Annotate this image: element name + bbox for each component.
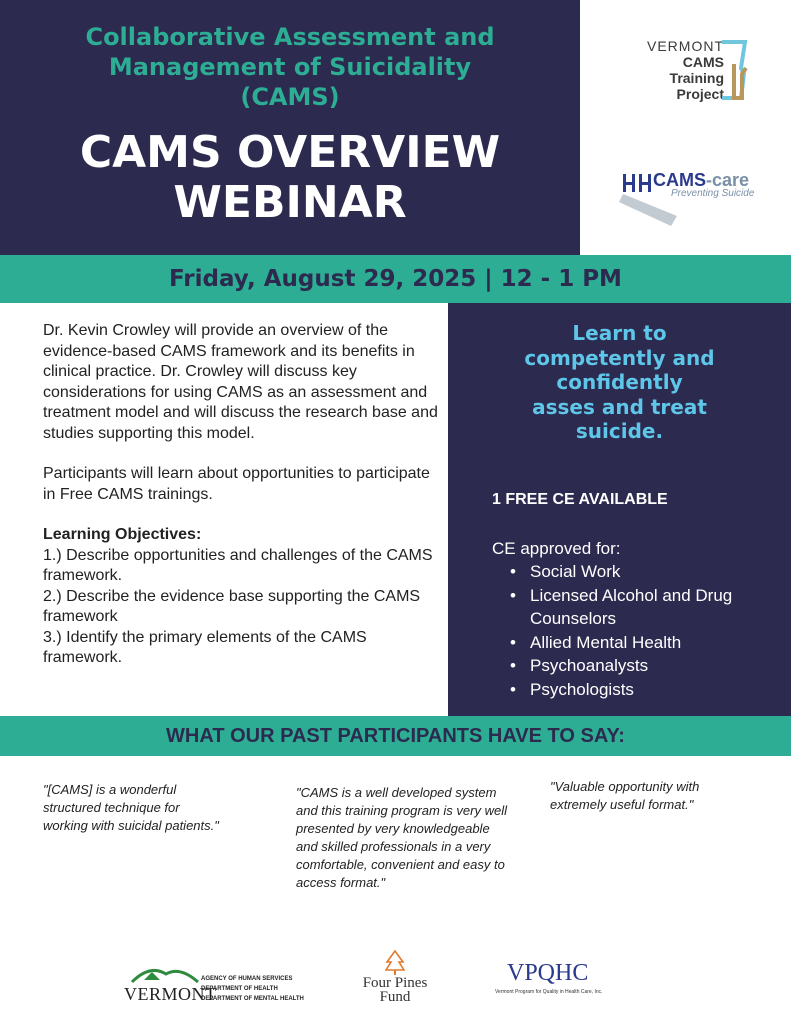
- vermont-cams-logo: [620, 38, 760, 108]
- header-banner: [0, 0, 580, 255]
- event-description: [43, 321, 438, 669]
- logo-line: VERMONT: [647, 38, 724, 54]
- vermont-wordmark: VERMONT: [124, 984, 217, 1004]
- vpqhc-subtitle: Vermont Program for Quality in Health Care, Inc.: [495, 989, 603, 995]
- vermont-agency-logo: [120, 962, 304, 1007]
- cams-care-wordmark: CAMS-care: [653, 170, 750, 190]
- four-pines-fund-logo: Four Pines Fund: [345, 950, 445, 1010]
- description-paragraph: Dr. Kevin Crowley will provide an overview of the evidence-based CAMS framework and its benefits in clinical practice. Dr. Crowley will discuss key considerations for using CAMS as an assessment and treatment model and will discuss the research base and studies supporting this model.: [43, 322, 438, 442]
- logo-line: Training: [669, 70, 724, 86]
- vpqhc-logo: [495, 960, 615, 1000]
- description-paragraph: Participants will learn about opportunities to participate in Free CAMS trainings.: [43, 465, 430, 503]
- free-ce-label: 1 FREE CE AVAILABLE: [492, 491, 668, 508]
- pine-tree-icon: [385, 950, 405, 976]
- learning-objective: 1.) Describe opportunities and challenges of the CAMS framework.: [43, 546, 433, 584]
- ce-approved-list: [510, 560, 780, 701]
- cams-care-logo: [617, 168, 757, 228]
- ce-sidebar: [448, 303, 791, 716]
- vpqhc-wordmark: VPQHC: [507, 960, 589, 986]
- learning-objectives-title: Learning Objectives:: [43, 526, 202, 543]
- logo-line: CAMS: [682, 54, 724, 70]
- ce-approved-label: CE approved for:: [492, 539, 621, 558]
- logo-line: Project: [676, 86, 724, 102]
- testimonial-quote: "CAMS is a well developed system and this training program is very well presented by very knowledgeable and skilled professionals in a very comfortable, convenient and easy to access format.": [296, 785, 507, 890]
- mountain-icon: [130, 962, 200, 986]
- testimonials-heading-bar: [0, 716, 791, 756]
- testimonial-quote: "Valuable opportunity with extremely useful format.": [550, 779, 700, 812]
- learning-objective: 2.) Describe the evidence base supporting the CAMS framework: [43, 587, 421, 625]
- list-item: • Psychologists: [510, 678, 780, 702]
- list-item: • Licensed Alcohol and Drug Counselors: [510, 584, 780, 631]
- list-item: • Social Work: [510, 560, 780, 584]
- sidebar-headline: Learn to competently and confidently asses and treat suicide.: [524, 321, 715, 443]
- event-subtitle: Collaborative Assessment and Management of Suicidality (CAMS): [85, 23, 495, 111]
- vermont-state-icon: [720, 40, 750, 102]
- testimonial-quote: "[CAMS] is a wonderful structured technique for working with suicidal patients.": [43, 782, 219, 833]
- testimonials-heading: WHAT OUR PAST PARTICIPANTS HAVE TO SAY:: [166, 725, 625, 747]
- list-item: • Psychoanalysts: [510, 654, 780, 678]
- date-bar: [0, 255, 791, 303]
- cams-care-tagline: Preventing Suicide: [671, 188, 755, 199]
- agency-names: AGENCY OF HUMAN SERVICES DEPARTMENT OF HEALTH DEPARTMENT OF MENTAL HEALTH: [201, 976, 304, 1002]
- list-item: • Allied Mental Health: [510, 631, 780, 655]
- learning-objective: 3.) Identify the primary elements of the CAMS framework.: [43, 628, 367, 666]
- event-title: CAMS OVERVIEW WEBINAR: [79, 127, 501, 228]
- event-date-time: Friday, August 29, 2025 | 12 - 1 PM: [169, 266, 622, 292]
